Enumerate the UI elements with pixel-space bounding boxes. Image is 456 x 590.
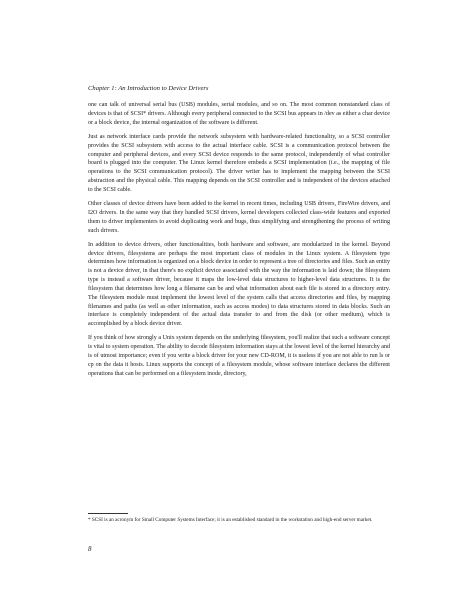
paragraph-1: one can talk of universal serial bus (USB) modules, serial modules, and so on. The most common nonstandard class of devices is that of SCSI* drivers. Although every peripheral connected to the SCSI bus appears in /dev as either a char device or a block device, the internal organization of the software is different.: [88, 102, 390, 126]
paragraph-3: Other classes of device drivers have been added to the kernel in recent times, including USB drivers, FireWire drivers, and I2O drivers. In the same way that they handled SCSI drivers, kernel developers collected class-wide features and exported them to driver implementers to avoid duplicating work and bugs, thus simplifying and strengthening the process of writing such drivers.: [88, 201, 390, 234]
running-header: Chapter 1: An Introduction to Device Drivers: [88, 85, 209, 92]
paragraph-2: Just as network interface cards provide the network subsystem with hardware-related functionality, so a SCSI controller provides the SCSI subsystem with access to the actual interface cable. SCSI is a communication protocol between the computer and peripheral devices, and every SCSI device responds to the same protocol, independently of what controller board is plugged into the computer. The Linux kernel therefore embeds a SCSI implementation (i.e., the mapping of file operations to the SCSI communication protocol). The driver writer has to implement the mapping between the SCSI abstraction and the physical cable. This mapping depends on the SCSI controller and is independent of the devices attached to the SCSI cable.: [88, 133, 390, 193]
body-text: [88, 101, 390, 384]
footnote: * SCSI is an acronym for Small Computer Systems Interface; it is an established standard in the workstation and high-end server market.: [88, 517, 373, 523]
page-number: 8: [88, 545, 92, 553]
paragraph-4: In addition to device drivers, other functionalities, both hardware and software, are modularized in the kernel. Beyond device drivers, filesystems are perhaps the most important class of modules in the Linux system. A filesystem type determines how information is organized on a block device in order to represent a tree of directories and files. Such an entity is not a device driver, in that there's no explicit device associated with the way the information is laid down; the filesystem type is instead a software driver, because it maps the low-level data structures to higher-level data structures. It is the filesystem that determines how long a filename can be and what information about each file is stored in a directory entry. The filesystem module must implement the lowest level of the system calls that access directories and files, by mapping filenames and paths (as well as other information, such as access modes) to data structures stored in data blocks. Such an interface is completely independent of the actual data transfer to and from the disk (or other medium), which is accomplished by a block device driver.: [88, 241, 390, 328]
footnote-rule: [88, 513, 128, 514]
paragraph-5: If you think of how strongly a Unix system depends on the underlying filesystem, you'll realize that such a software concept is vital to system operation. The ability to decode filesystem information stays at the lowest level of the kernel hierarchy and is of utmost importance; even if you write a block driver for your new CD-ROM, it is useless if you are not able to run ls or cp on the data it hosts. Linux supports the concept of a filesystem module, whose software interface declares the different operations that can be performed on a filesystem inode, directory,: [88, 335, 390, 377]
